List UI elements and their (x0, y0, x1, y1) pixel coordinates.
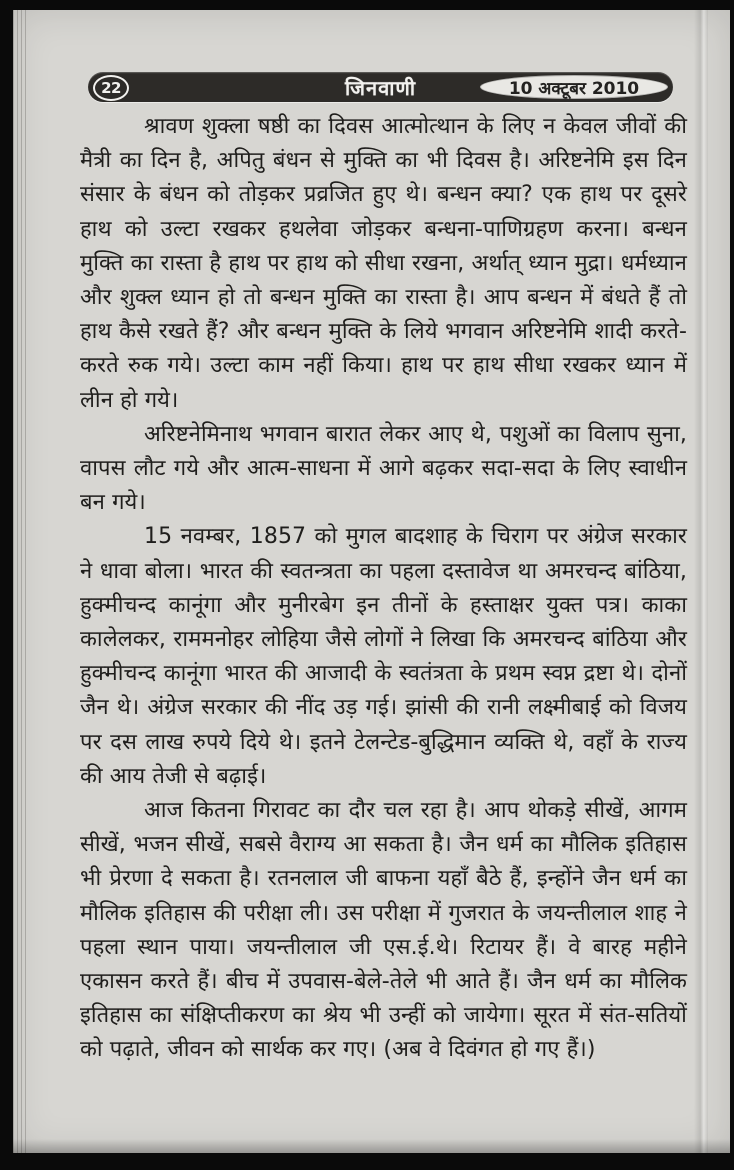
page-bottom-shadow (13, 1139, 730, 1153)
paragraph: आज कितना गिरावट का दौर चल रहा है। आप थोकड़े सीखें, आगम सीखें, भजन सीखें, सबसे वैराग्य आ सकता है। जैन धर्म का मौलिक इतिहास भी प्रेरणा दे सकता है। रतनलाल जी बाफना यहाँ बैठे हैं, इन्होंने जैन धर्म का मौलिक इतिहास की परीक्षा ली। उस परीक्षा में गुजरात के जयन्तीलाल शाह ने पहला स्थान पाया। जयन्तीलाल जी एस.ई.थे। रिटायर हैं। वे बारह महीने एकासन करते हैं। बीच में उपवास-बेले-तेले भी आते हैं। जैन धर्म का मौलिक इतिहास का संक्षिप्तीकरण का श्रेय भी उन्हीं को जायेगा। सूरत में संत-सतियों को पढ़ाते, जीवन को सार्थक कर गए। (अब वे दिवंगत हो गए हैं।) (80, 798, 687, 1063)
running-header-bar (88, 72, 673, 102)
paragraph: अरिष्टनेमिनाथ भगवान बारात लेकर आए थे, पशुओं का विलाप सुना, वापस लौट गये और आत्म-साधना में आगे बढ़कर सदा-सदा के लिए स्वाधीन बन गये। (80, 421, 687, 516)
page-right-crease (694, 10, 708, 1153)
paragraph: श्रावण शुक्ला षष्ठी का दिवस आत्मोत्थान के लिए न केवल जीवों की मैत्री का दिन है, अपितु बंधन से मुक्ति का भी दिवस है। अरिष्टनेमि इस दिन संसार के बंधन को तोड़कर प्रव्रजित हुए थे। बन्धन क्या? एक हाथ पर दूसरे हाथ को उल्टा रखकर हथलेवा जोड़कर बन्धना-पाणिग्रहण करना। बन्धन मुक्ति का रास्ता है हाथ पर हाथ को सीधा रखना, अर्थात् ध्यान मुद्रा। धर्मध्यान और शुक्ल ध्यान हो तो बन्धन मुक्ति का रास्ता है। आप बन्धन में बंधते हैं तो हाथ कैसे रखते हैं? और बन्धन मुक्ति के लिये भगवान अरिष्टनेमि शादी करते-करते रुक गये। उल्टा काम नहीं किया। हाथ पर हाथ सीधा रखकर ध्यान में लीन हो गये। (80, 114, 687, 413)
paragraph: 15 नवम्बर, 1857 को मुगल बादशाह के चिराग पर अंग्रेज सरकार ने धावा बोला। भारत की स्वतन्त्रता का पहला दस्तावेज था अमरचन्द बांठिया, हुक्मीचन्द कानूंगा और मुनीरबेग इन तीनों के हस्ताक्षर युक्त पत्र। काका कालेलकर, राममनोहर लोहिया जैसे लोगों ने लिखा कि अमरचन्द बांठिया और हुक्मीचन्द कानूंगा भारत की आजादी के स्वतंत्रता के प्रथम स्वप्न द्रष्टा थे। दोनों जैन थे। अंग्रेज सरकार की नींद उड़ गई। झांसी की रानी लक्ष्मीबाई को विजय पर दस लाख रुपये दिये थे। इतने टेलन्टेड-बुद्धिमान व्यक्ति थे, वहाँ के राज्य की आय तेजी से बढ़ाई। (80, 524, 687, 789)
page-number-badge: 22 (93, 75, 129, 101)
page-edge-lines (13, 10, 29, 1153)
issue-date-badge: 10 अक्टूबर 2010 (480, 75, 668, 99)
book-page (13, 10, 730, 1153)
masthead-title: जिनवाणी (344, 75, 417, 100)
article-body (80, 110, 687, 1068)
